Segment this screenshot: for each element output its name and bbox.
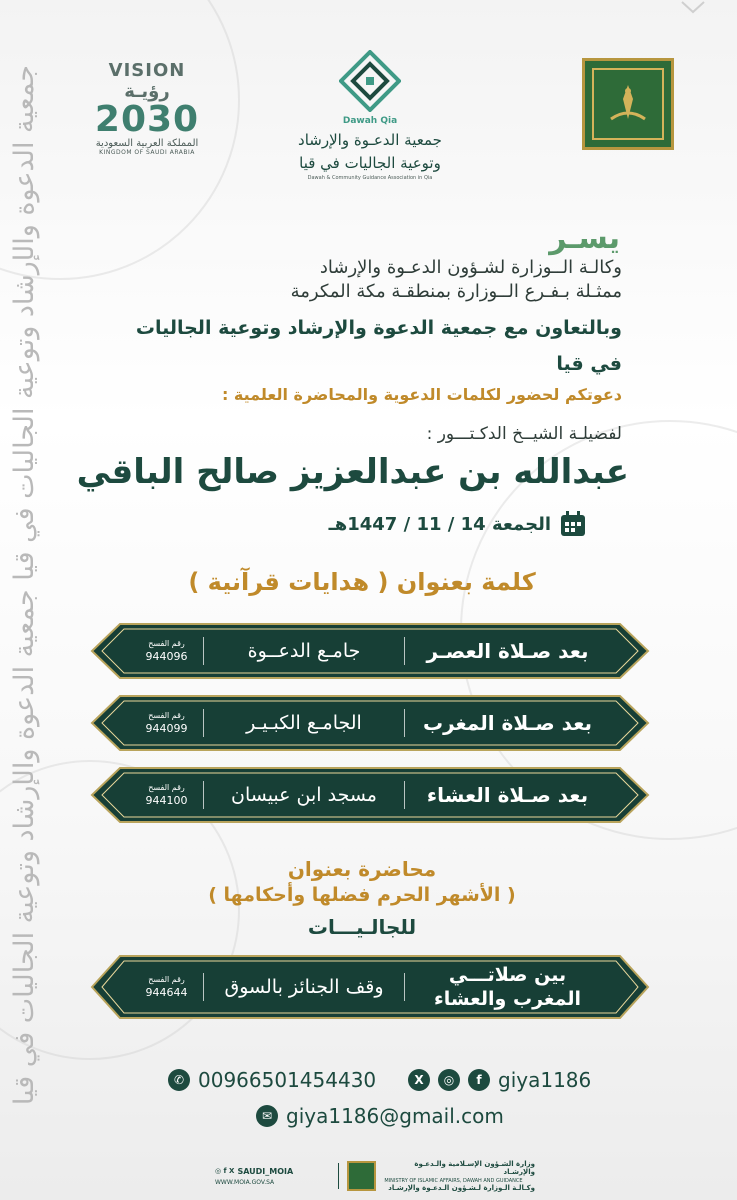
- vision-word-en: VISION: [108, 60, 186, 81]
- vision-kingdom-en: KINGDOM OF SAUDI ARABIA: [99, 149, 195, 156]
- intro-line-4: دعوتكم لحضور لكلمات الدعوية والمحاضرة العلمية :: [221, 385, 622, 404]
- permit-number: 944644: [145, 986, 188, 999]
- invitation-intro: [102, 222, 622, 408]
- footer-divider: [338, 1163, 339, 1189]
- permit-label: رقم الفسح: [148, 975, 185, 984]
- footer-ministry-en: MINISTRY OF ISLAMIC AFFAIRS, DAWAH AND GUIDANCE: [384, 1178, 523, 1184]
- dawah-emblem-icon: [339, 50, 401, 112]
- footer-ministry-ar: وزارة الشـؤون الإسـلامية والـدعـوة والإرشـاد: [414, 1160, 535, 1176]
- kalima-title: كلمة بعنوان ( هدايات قرآنية ): [188, 568, 536, 596]
- whatsapp-number[interactable]: 00966501454430: [198, 1068, 377, 1092]
- intro-line-1: وكالـة الــوزارة لشـؤون الدعـوة والإرشاد: [319, 257, 622, 278]
- calendar-icon: [559, 510, 587, 538]
- divider: [404, 781, 405, 809]
- permit-label: رقم الفسح: [148, 711, 185, 720]
- divider: [203, 709, 204, 737]
- lecture-subject: ( الأشهر الحرم فضلها وأحكامها ): [208, 884, 516, 906]
- social-handle[interactable]: giya1186: [498, 1068, 592, 1092]
- side-text-label: جمعية الدعوة والإرشاد وتوعية الجاليات في قيا جمعية الدعوة والإرشاد وتوعية الجاليات في قيا: [8, 64, 40, 1106]
- session-banner: [90, 764, 650, 826]
- divider: [203, 973, 204, 1001]
- divider: [404, 709, 405, 737]
- dawah-name-ar-2: وتوعية الجاليات في قيا: [299, 154, 441, 172]
- intro-line-2: ممثـلة بـفـرع الــوزارة بمنطقـة مكة المكرمة: [290, 281, 622, 302]
- facebook-icon[interactable]: f: [468, 1069, 490, 1091]
- footer-ministry: [384, 1160, 535, 1192]
- permit-code: [130, 783, 203, 807]
- lecture-time-line-2: المغرب والعشاء: [434, 988, 581, 1010]
- divider: [203, 637, 204, 665]
- email-address[interactable]: giya1186@gmail.com: [286, 1104, 504, 1128]
- email-icon: ✉: [256, 1105, 278, 1127]
- lecture-time: [405, 963, 610, 1011]
- date-text: الجمعة 14 / 11 / 1447هـ: [328, 513, 551, 535]
- session-time: بعد صـلاة المغرب: [422, 711, 593, 735]
- permit-code: [130, 639, 203, 663]
- vision-kingdom-ar: المملكة العربية السعودية: [95, 138, 199, 149]
- dawah-name-ar-1: جمعية الدعـوة والإرشاد: [298, 131, 442, 149]
- footer-handle[interactable]: [215, 1167, 330, 1176]
- vision-year: 2030: [94, 99, 200, 140]
- speaker-name: عبدالله بن عبدالعزيز صالح الباقي: [76, 452, 629, 492]
- contact-section: [168, 1068, 592, 1148]
- footer: [215, 1158, 535, 1194]
- lecture-section: [102, 856, 622, 942]
- lecture-time-line-1: بين صلاتـــي: [448, 964, 567, 986]
- footer-agency-ar: وكـالـة الـوزارة لـشـؤون الـدعـوة والإرشـاد: [388, 1184, 535, 1192]
- session-place: الجامـع الكبـيـر: [246, 712, 362, 734]
- footer-site[interactable]: WWW.MOIA.GOV.SA: [215, 1178, 275, 1186]
- lecture-place: وقف الجنائز بالسوق: [224, 976, 384, 998]
- intro-yasur: يسـر: [549, 221, 620, 256]
- ministry-emblem-icon: [592, 68, 664, 140]
- permit-label: رقم الفسح: [148, 783, 185, 792]
- session-time: بعد صـلاة العصـر: [426, 639, 589, 663]
- permit-code: [130, 975, 203, 999]
- session-place: مسجد ابن عبيسان: [231, 784, 377, 806]
- divider: [404, 973, 405, 1001]
- divider: [203, 781, 204, 809]
- permit-code: [130, 711, 203, 735]
- permit-number: 944096: [145, 650, 188, 663]
- vision-word-ar: رؤيـة: [124, 81, 170, 102]
- lecture-title: محاضرة بعنوان: [287, 857, 437, 881]
- dawah-name-en: Dawah & Community Guidance Association in Qia: [307, 175, 433, 181]
- permit-label: رقم الفسح: [148, 639, 185, 648]
- instagram-icon[interactable]: ◎: [438, 1069, 460, 1091]
- footer-ministry-emblem-icon: [347, 1161, 376, 1191]
- speaker-title: لفضيلـة الشيــخ الدكـتـــور :: [426, 424, 622, 444]
- social-contact[interactable]: [408, 1068, 591, 1092]
- x-icon[interactable]: X: [408, 1069, 430, 1091]
- permit-number: 944099: [145, 722, 188, 735]
- dawah-qia-logo: [280, 50, 460, 195]
- intro-line-3: وبالتعاون مع جمعية الدعوة والإرشاد وتوعية الجاليات في قيا: [135, 317, 622, 375]
- event-date: [329, 510, 587, 538]
- side-vertical-text: [2, 64, 46, 1106]
- decorative-mark-icon: [680, 0, 706, 14]
- footer-handle-text: SAUDI_MOIA: [237, 1166, 294, 1176]
- whatsapp-contact[interactable]: [168, 1068, 376, 1092]
- whatsapp-icon: ✆: [168, 1069, 190, 1091]
- divider: [404, 637, 405, 665]
- lecture-banner: [90, 952, 650, 1022]
- lecture-audience: للجالـيـــات: [307, 915, 417, 939]
- dawah-brand-text: Dawah Qia: [342, 116, 398, 126]
- vision-2030-logo: [88, 60, 206, 156]
- session-time: بعد صـلاة العشاء: [426, 783, 589, 807]
- permit-number: 944100: [145, 794, 188, 807]
- footer-links: [215, 1167, 330, 1186]
- session-place: جامـع الدعــوة: [247, 640, 361, 662]
- footer-social-icons: ◎ f X: [215, 1167, 235, 1175]
- ministry-logo: [582, 58, 674, 150]
- session-banner: [90, 620, 650, 682]
- session-banner: [90, 692, 650, 754]
- email-contact[interactable]: [256, 1104, 504, 1128]
